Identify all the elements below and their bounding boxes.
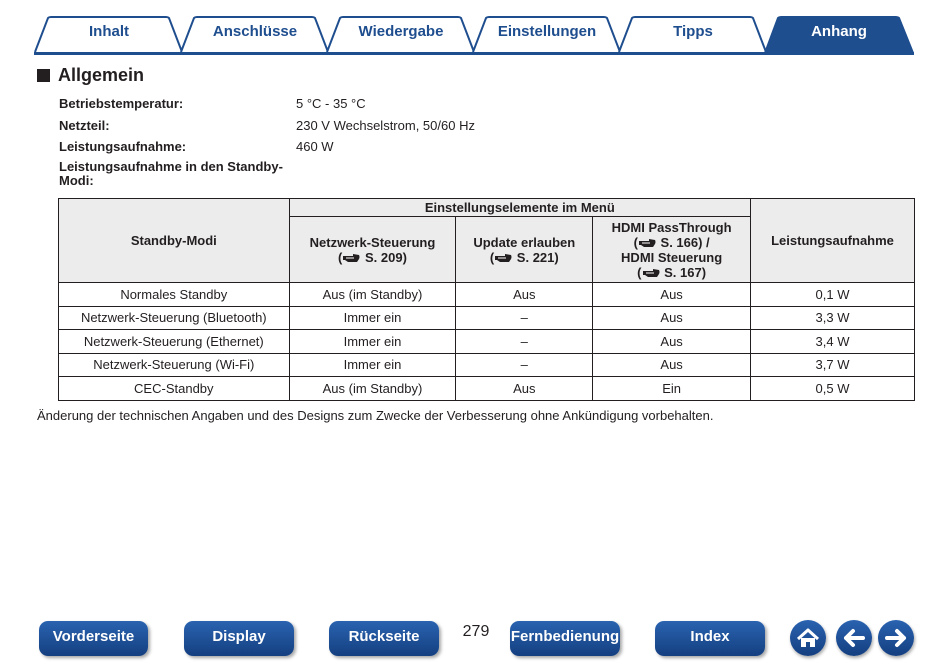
section-title bbox=[37, 65, 144, 86]
nav-button-vorderseite[interactable]: Vorderseite bbox=[39, 621, 148, 656]
page-ref[interactable]: ( S. 166) / bbox=[633, 234, 710, 250]
cell-hdmi: Aus bbox=[593, 306, 751, 330]
cell-hdmi: Ein bbox=[593, 377, 751, 401]
cell-power: 3,4 W bbox=[751, 330, 915, 354]
spec-label: Netzteil: bbox=[59, 118, 110, 133]
spec-label: Leistungsaufnahme: bbox=[59, 139, 187, 154]
col-header-network-label: Netzwerk-Steuerung bbox=[309, 234, 436, 250]
cell-update: – bbox=[456, 330, 593, 354]
spec-label: Leistungsaufnahme in den Standby- bbox=[59, 159, 283, 174]
tab-label: Anschlüsse bbox=[212, 23, 298, 40]
tab-inhalt[interactable] bbox=[34, 16, 184, 52]
cell-hdmi: Aus bbox=[593, 330, 751, 354]
tab-label: Anhang bbox=[811, 23, 867, 40]
spec-row bbox=[59, 118, 110, 133]
tab-underline bbox=[34, 52, 914, 55]
disclaimer-note: Änderung der technischen Angaben und des Designs zum Zwecke der Verbesserung ohne Ankündigung vorbehalten. bbox=[37, 408, 714, 423]
tab-anschluesse[interactable] bbox=[180, 16, 330, 52]
table-row bbox=[59, 353, 915, 377]
page-ref[interactable]: ( S. 209) bbox=[338, 249, 407, 265]
spec-row bbox=[59, 139, 186, 154]
forward-button[interactable] bbox=[878, 620, 914, 656]
home-button[interactable] bbox=[790, 620, 826, 656]
col-header-modes: Standby-Modi bbox=[59, 199, 290, 283]
table-row bbox=[59, 330, 915, 354]
page-ref-text: S. 167) bbox=[664, 264, 707, 280]
col-header-update-label: Update erlauben bbox=[473, 234, 576, 250]
cell-mode: Netzwerk-Steuerung (Ethernet) bbox=[59, 330, 290, 354]
cell-update: – bbox=[456, 306, 593, 330]
table-row bbox=[59, 306, 915, 330]
tab-anhang[interactable] bbox=[764, 16, 914, 52]
spec-label: Betriebstemperatur: bbox=[59, 96, 184, 111]
tab-label: Tipps bbox=[673, 23, 713, 40]
cell-hdmi: Aus bbox=[593, 353, 751, 377]
tab-tipps[interactable] bbox=[618, 16, 768, 52]
home-icon bbox=[790, 620, 826, 656]
square-bullet-icon bbox=[37, 69, 50, 82]
tab-wiedergabe[interactable] bbox=[326, 16, 476, 52]
spec-value: 460 W bbox=[296, 139, 334, 154]
nav-button-display[interactable]: Display bbox=[184, 621, 294, 656]
page-ref-text: S. 221) bbox=[516, 249, 559, 265]
hand-pointer-icon bbox=[638, 237, 657, 248]
spec-value: 230 V Wechselstrom, 50/60 Hz bbox=[296, 118, 475, 133]
table-row bbox=[59, 377, 915, 401]
cell-mode: Netzwerk-Steuerung (Wi-Fi) bbox=[59, 353, 290, 377]
col-header-update bbox=[456, 217, 593, 283]
page-ref[interactable]: ( S. 167) bbox=[637, 264, 707, 280]
spec-value: 5 °C - 35 °C bbox=[296, 96, 366, 111]
cell-update: Aus bbox=[456, 283, 593, 307]
page-number: 279 bbox=[462, 623, 490, 640]
hand-pointer-icon bbox=[342, 252, 361, 263]
cell-network: Aus (im Standby) bbox=[289, 283, 456, 307]
col-header-network bbox=[289, 217, 456, 283]
cell-update: – bbox=[456, 353, 593, 377]
page-ref-text: S. 209) bbox=[365, 249, 407, 265]
hand-pointer-icon bbox=[642, 267, 661, 278]
nav-button-fernbedienung[interactable]: Fernbedienung bbox=[510, 621, 620, 656]
cell-power: 3,3 W bbox=[751, 306, 915, 330]
spec-row bbox=[59, 96, 183, 111]
cell-mode: Normales Standby bbox=[59, 283, 290, 307]
cell-hdmi: Aus bbox=[593, 283, 751, 307]
standby-table bbox=[58, 198, 915, 401]
tab-einstellungen[interactable] bbox=[472, 16, 622, 52]
cell-network: Immer ein bbox=[289, 330, 456, 354]
nav-button-index[interactable]: Index bbox=[655, 621, 765, 656]
tab-label: Inhalt bbox=[89, 23, 129, 40]
cell-power: 0,1 W bbox=[751, 283, 915, 307]
page-ref-text: S. 166) / bbox=[660, 234, 710, 250]
arrow-right-icon bbox=[878, 620, 914, 656]
back-button[interactable] bbox=[836, 620, 872, 656]
arrow-left-icon bbox=[836, 620, 872, 656]
col-header-power: Leistungsaufnahme bbox=[751, 199, 915, 283]
cell-update: Aus bbox=[456, 377, 593, 401]
col-header-settings-group: Einstellungselemente im Menü bbox=[289, 199, 750, 217]
cell-network: Immer ein bbox=[289, 306, 456, 330]
nav-button-rueckseite[interactable]: Rückseite bbox=[329, 621, 439, 656]
col-header-hdmi-label2: HDMI Steuerung bbox=[621, 249, 723, 265]
col-header-hdmi-label: HDMI PassThrough bbox=[611, 219, 732, 235]
tab-label: Einstellungen bbox=[497, 23, 597, 40]
spec-row bbox=[59, 160, 283, 188]
cell-network: Immer ein bbox=[289, 353, 456, 377]
tab-bar bbox=[34, 16, 914, 54]
cell-network: Aus (im Standby) bbox=[289, 377, 456, 401]
col-header-hdmi bbox=[593, 217, 751, 283]
tab-label: Wiedergabe bbox=[358, 23, 444, 40]
cell-mode: Netzwerk-Steuerung (Bluetooth) bbox=[59, 306, 290, 330]
page-ref[interactable]: ( S. 221) bbox=[489, 249, 559, 265]
table-row bbox=[59, 283, 915, 307]
cell-mode: CEC-Standby bbox=[59, 377, 290, 401]
spec-label-continued: Modi: bbox=[59, 173, 94, 188]
hand-pointer-icon bbox=[494, 252, 513, 263]
cell-power: 0,5 W bbox=[751, 377, 915, 401]
section-title-text: Allgemein bbox=[58, 65, 145, 85]
cell-power: 3,7 W bbox=[751, 353, 915, 377]
